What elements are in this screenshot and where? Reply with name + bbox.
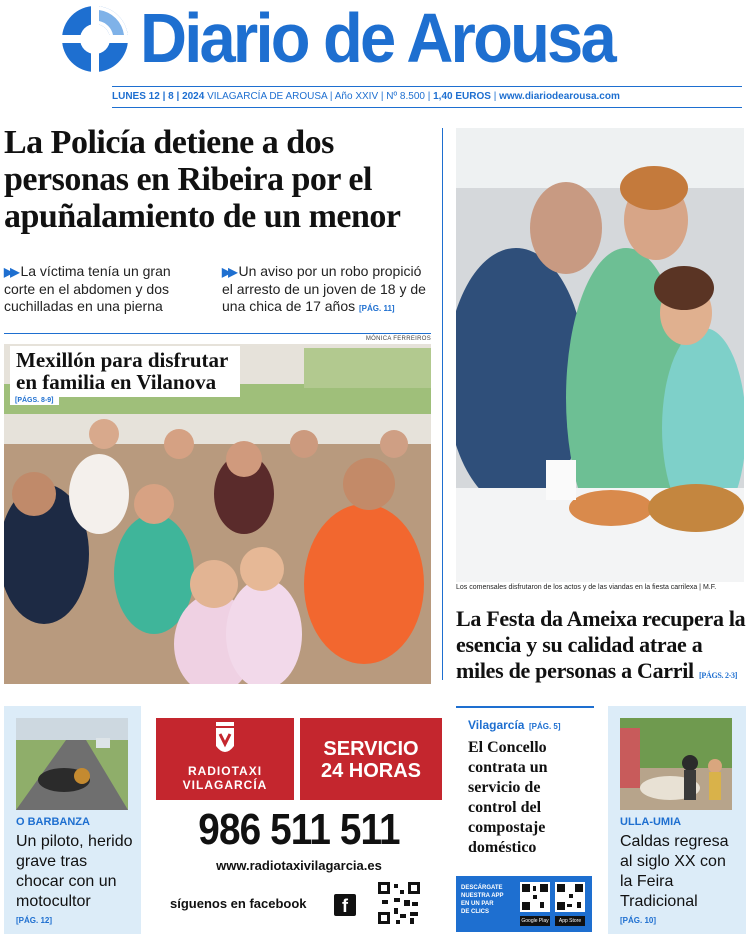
barbanza-photo (16, 718, 128, 810)
vilagarcia-headline: El Concello contrata un servicio de control del compostaje doméstico (468, 739, 548, 856)
issue-price: 1,40 EUROS (433, 91, 491, 102)
app-store-badge[interactable]: App Store (555, 916, 585, 926)
festa-caption: Los comensales disfrutaron de los actos y de las viandas en la fiesta carrilexa | M.F. (456, 584, 717, 591)
bullet-arrow-icon: ▶▶ (4, 265, 17, 279)
site-url[interactable]: www.diariodearousa.com (499, 91, 620, 102)
radiotaxi-brand-line2: VILAGARCÍA (182, 778, 268, 792)
crown-shield-icon (156, 718, 294, 762)
barbanza-headline: Un piloto, herido grave tras chocar con un motocultor (16, 833, 133, 910)
festa-photo (456, 128, 744, 582)
main-point-2-text: Un aviso por un robo propició el arresto de un joven de 18 y de una chica de 17 años (222, 263, 426, 314)
ulla-photo (620, 718, 732, 810)
issue-date: LUNES 12 | 8 | 2024 (112, 91, 205, 102)
radiotaxi-service-panel (300, 718, 442, 800)
radiotaxi-service-line2: 24 HORAS (320, 760, 422, 782)
main-point-1 (4, 263, 204, 315)
logo-mark (60, 4, 130, 74)
app-promo-text (461, 884, 521, 916)
ulla-kicker: ULLA-UMIA (620, 816, 682, 828)
festa-headline (456, 606, 746, 689)
barbanza-page: [PÁG. 12] (16, 916, 53, 925)
main-point-1-text: La víctima tenía un gran corte en el abdomen y dos cuchilladas en una pierna (4, 263, 171, 314)
ulla-photo-illustration (620, 718, 732, 810)
vilagarcia-kicker-row (468, 716, 561, 734)
vilagarcia-kicker: Vilagarcía (468, 718, 525, 732)
main-point-2 (222, 263, 434, 317)
main-headline: La Policía detiene a dos personas en Ribeira por el apuñalamiento de un menor (4, 124, 401, 235)
issue-year: Año XXIV (334, 91, 379, 102)
issue-place: VILAGARCÍA DE AROUSA (207, 91, 328, 102)
app-qr-google-icon[interactable] (520, 882, 550, 912)
barbanza-box (4, 706, 141, 934)
ulla-page: [PÁG. 10] (620, 916, 657, 925)
masthead-rule-top (112, 86, 742, 87)
app-line2: NUESTRA APP (461, 893, 504, 899)
section-divider (4, 333, 431, 334)
barbanza-photo-illustration (16, 718, 128, 810)
app-download-box[interactable] (456, 876, 592, 932)
issue-number: Nº 8.500 (386, 91, 425, 102)
app-line4: DE CLICS (461, 909, 490, 915)
qr-code-icon[interactable] (376, 880, 422, 926)
facebook-icon[interactable]: f (334, 894, 356, 916)
festa-headline-text: La Festa da Ameixa recupera la esencia y su calidad atrae a miles de personas a Carril (456, 606, 746, 683)
radiotaxi-facebook-text: síguenos en facebook (170, 896, 307, 911)
radiotaxi-service-line1: SERVICIO (323, 738, 419, 760)
column-divider (442, 128, 443, 680)
festa-photo-illustration (456, 128, 744, 582)
radiotaxi-url[interactable]: www.radiotaxivilagarcia.es (216, 858, 382, 873)
vilagarcia-rule (456, 706, 594, 708)
festa-pages: [PÁGS. 2-3] (699, 671, 738, 680)
google-play-badge[interactable]: Google Play (521, 918, 549, 924)
masthead-title: Diario de Arousa (140, 0, 614, 77)
main-point-2-page: [PÁG. 11] (359, 304, 395, 313)
masthead-rule-bottom (112, 107, 742, 108)
vilagarcia-page: [PÁG. 5] (528, 722, 561, 731)
ulla-headline: Caldas regresa al siglo XX con la Feira Tradicional (620, 833, 729, 910)
app-line3: EN UN PAR (461, 901, 494, 907)
mexillon-pages: [PÁGS. 8-9] (10, 396, 59, 405)
app-qr-apple-icon[interactable] (555, 882, 585, 912)
radiotaxi-ad[interactable] (156, 718, 442, 930)
radiotaxi-phone[interactable]: 986 511 511 (198, 805, 400, 854)
photo-credit: MÓNICA FERREIROS (365, 336, 431, 342)
barbanza-kicker: O BARBANZA (16, 816, 90, 828)
app-line1: DESCÁRGATE (461, 885, 503, 891)
bullet-arrow-icon: ▶▶ (222, 265, 235, 279)
ulla-box (608, 706, 746, 934)
mexillon-headline: Mexillón para disfrutar en familia en Vilanova (10, 346, 240, 397)
radiotaxi-brand-line1: RADIOTAXI (187, 764, 263, 778)
dateline: LUNES 12 | 8 | 2024 VILAGARCÍA DE AROUSA | Año XXIV | Nº 8.500 | 1,40 EUROS | www.diariodearousa.com (112, 91, 620, 102)
radiotaxi-brand-panel (156, 718, 294, 800)
